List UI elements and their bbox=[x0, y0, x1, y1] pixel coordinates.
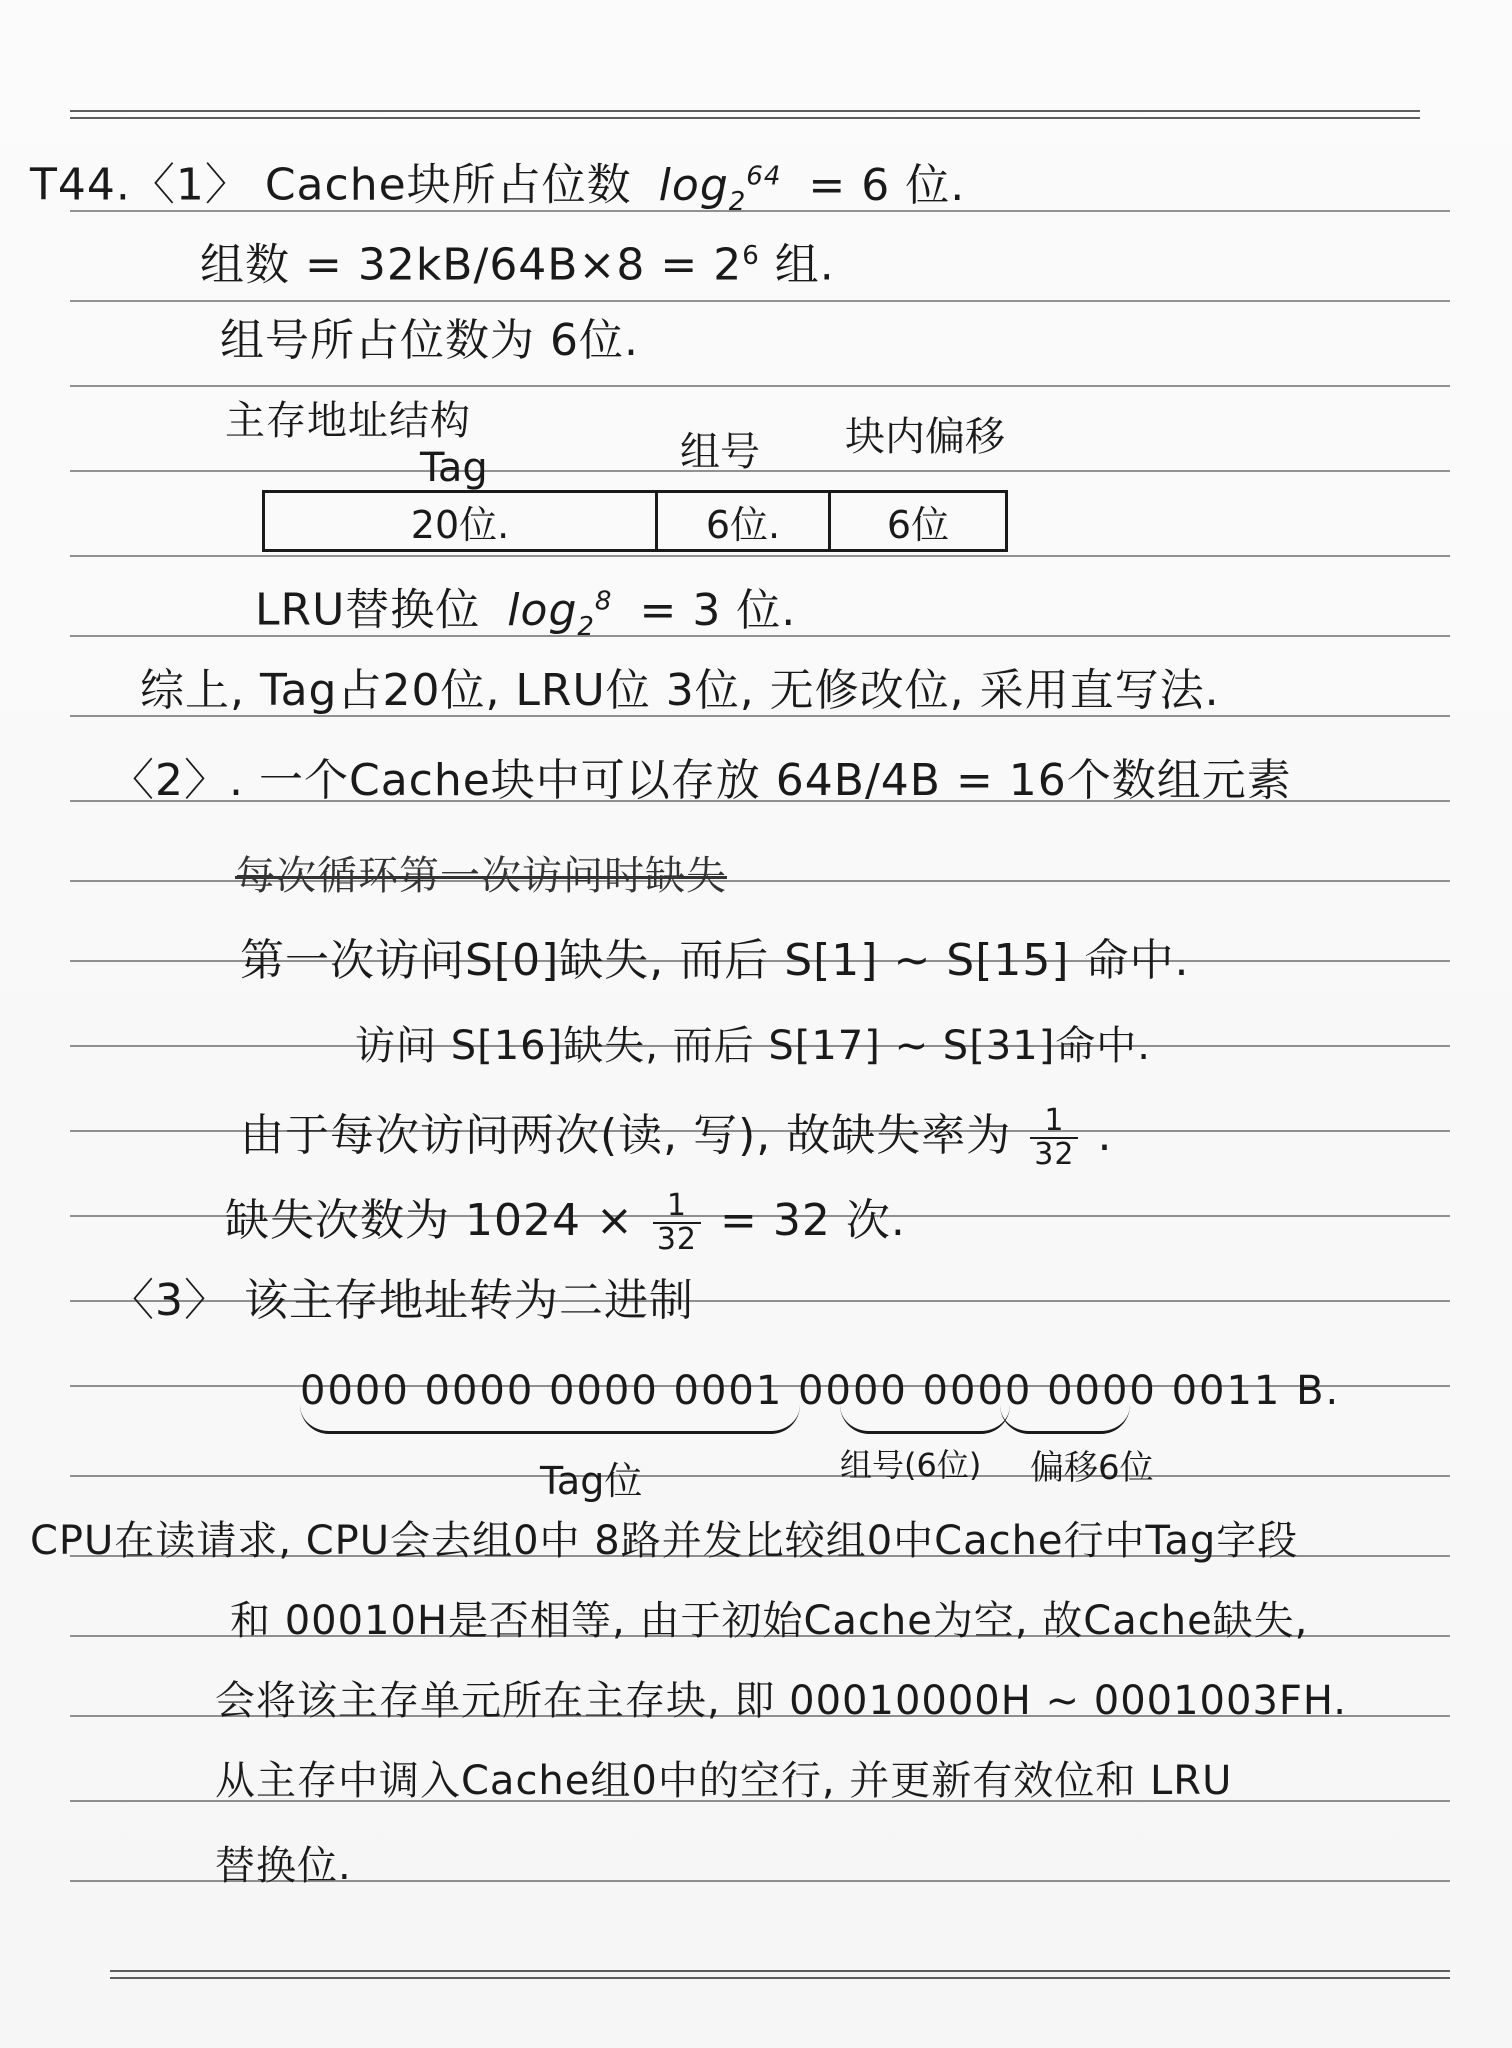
ruled-line bbox=[70, 470, 1450, 472]
line-text: T44.〈1〉 Cache块所占位数 bbox=[30, 159, 632, 211]
offset-brace bbox=[1000, 1405, 1130, 1434]
miss-count-line bbox=[225, 1190, 906, 1256]
log-base: 2 bbox=[728, 186, 747, 217]
paragraph-line-1: CPU在读请求, CPU会去组0中 8路并发比较组0中Cache行中Tag字段 bbox=[30, 1518, 1299, 1564]
log-symbol: log bbox=[507, 584, 578, 636]
log-arg: 64 bbox=[746, 161, 782, 191]
binary-address: 0000 0000 0000 0001 0000 0000 0000 0011 B. bbox=[300, 1368, 1341, 1414]
address-structure-table bbox=[262, 490, 1008, 552]
log-base: 2 bbox=[577, 611, 595, 642]
bottom-rule bbox=[110, 1970, 1450, 1979]
line-text: . bbox=[1097, 1110, 1113, 1161]
line-text: = 6 位. bbox=[808, 159, 966, 211]
ruled-line bbox=[70, 385, 1450, 387]
exponent: 6 bbox=[742, 241, 760, 271]
log-arg: 8 bbox=[594, 586, 613, 616]
fraction-numerator: 1 bbox=[653, 1190, 701, 1224]
line-text: 组数 = 32kB/64B×8 = 2 bbox=[200, 239, 743, 291]
line-text: = 3 位. bbox=[639, 584, 797, 636]
addr-structure-title: 主存地址结构 bbox=[225, 398, 471, 444]
cell-offset: 6位 bbox=[886, 502, 950, 547]
header-offset: 块内偏移 bbox=[845, 414, 1005, 460]
answer-2-header: 〈2〉. 一个Cache块中可以存放 64B/4B = 16个数组元素 bbox=[110, 755, 1292, 806]
line-text: 缺失次数为 1024 × bbox=[225, 1195, 634, 1246]
header-tag: Tag bbox=[420, 445, 488, 491]
log-symbol: log bbox=[658, 159, 729, 211]
fraction-numerator: 1 bbox=[1030, 1105, 1078, 1139]
fraction bbox=[1030, 1105, 1078, 1171]
line-text: 由于每次访问两次(读, 写), 故缺失率为 bbox=[240, 1110, 1012, 1161]
header-group: 组号 bbox=[680, 429, 760, 475]
tag-brace bbox=[300, 1405, 800, 1434]
paragraph-line-4: 从主存中调入Cache组0中的空行, 并更新有效位和 LRU bbox=[215, 1758, 1233, 1804]
line-text: = 32 次. bbox=[720, 1195, 906, 1246]
fraction-denominator: 32 bbox=[1034, 1137, 1075, 1172]
group-count-line bbox=[200, 230, 835, 292]
miss-rate-line bbox=[240, 1105, 1112, 1171]
miss-line-2: 访问 S[16]缺失, 而后 S[17] ~ S[31]命中. bbox=[355, 1023, 1152, 1069]
fraction bbox=[653, 1190, 701, 1256]
label-tag-bits: Tag位 bbox=[540, 1459, 643, 1503]
ruled-line bbox=[70, 300, 1450, 302]
answer-1-header bbox=[30, 150, 965, 227]
label-offset-bits: 偏移6位 bbox=[1030, 1448, 1154, 1488]
struck-out-line: 每次循环第一次访问时缺失 bbox=[235, 853, 727, 899]
paragraph-line-2: 和 00010H是否相等, 由于初始Cache为空, 故Cache缺失, bbox=[230, 1598, 1309, 1644]
lru-line bbox=[255, 575, 796, 652]
group-brace bbox=[840, 1405, 1010, 1434]
ruled-line bbox=[70, 1475, 1450, 1477]
answer-3-header: 〈3〉 该主存地址转为二进制 bbox=[110, 1275, 694, 1326]
label-group-bits: 组号(6位) bbox=[840, 1446, 982, 1484]
ruled-line bbox=[70, 555, 1450, 557]
line-text: LRU替换位 bbox=[255, 584, 481, 636]
summary-line: 综上, Tag占20位, LRU位 3位, 无修改位, 采用直写法. bbox=[140, 665, 1220, 716]
cell-group: 6位. bbox=[658, 493, 831, 549]
paragraph-line-5: 替换位. bbox=[215, 1843, 352, 1889]
top-rule bbox=[70, 110, 1420, 119]
group-bits-line: 组号所占位数为 6位. bbox=[220, 315, 639, 366]
line-text: 组. bbox=[774, 239, 835, 291]
cell-tag: 20位. bbox=[265, 493, 658, 549]
miss-line-1: 第一次访问S[0]缺失, 而后 S[1] ~ S[15] 命中. bbox=[240, 935, 1190, 986]
fraction-denominator: 32 bbox=[656, 1222, 698, 1257]
paragraph-line-3: 会将该主存单元所在主存块, 即 00010000H ~ 0001003FH. bbox=[215, 1678, 1348, 1724]
